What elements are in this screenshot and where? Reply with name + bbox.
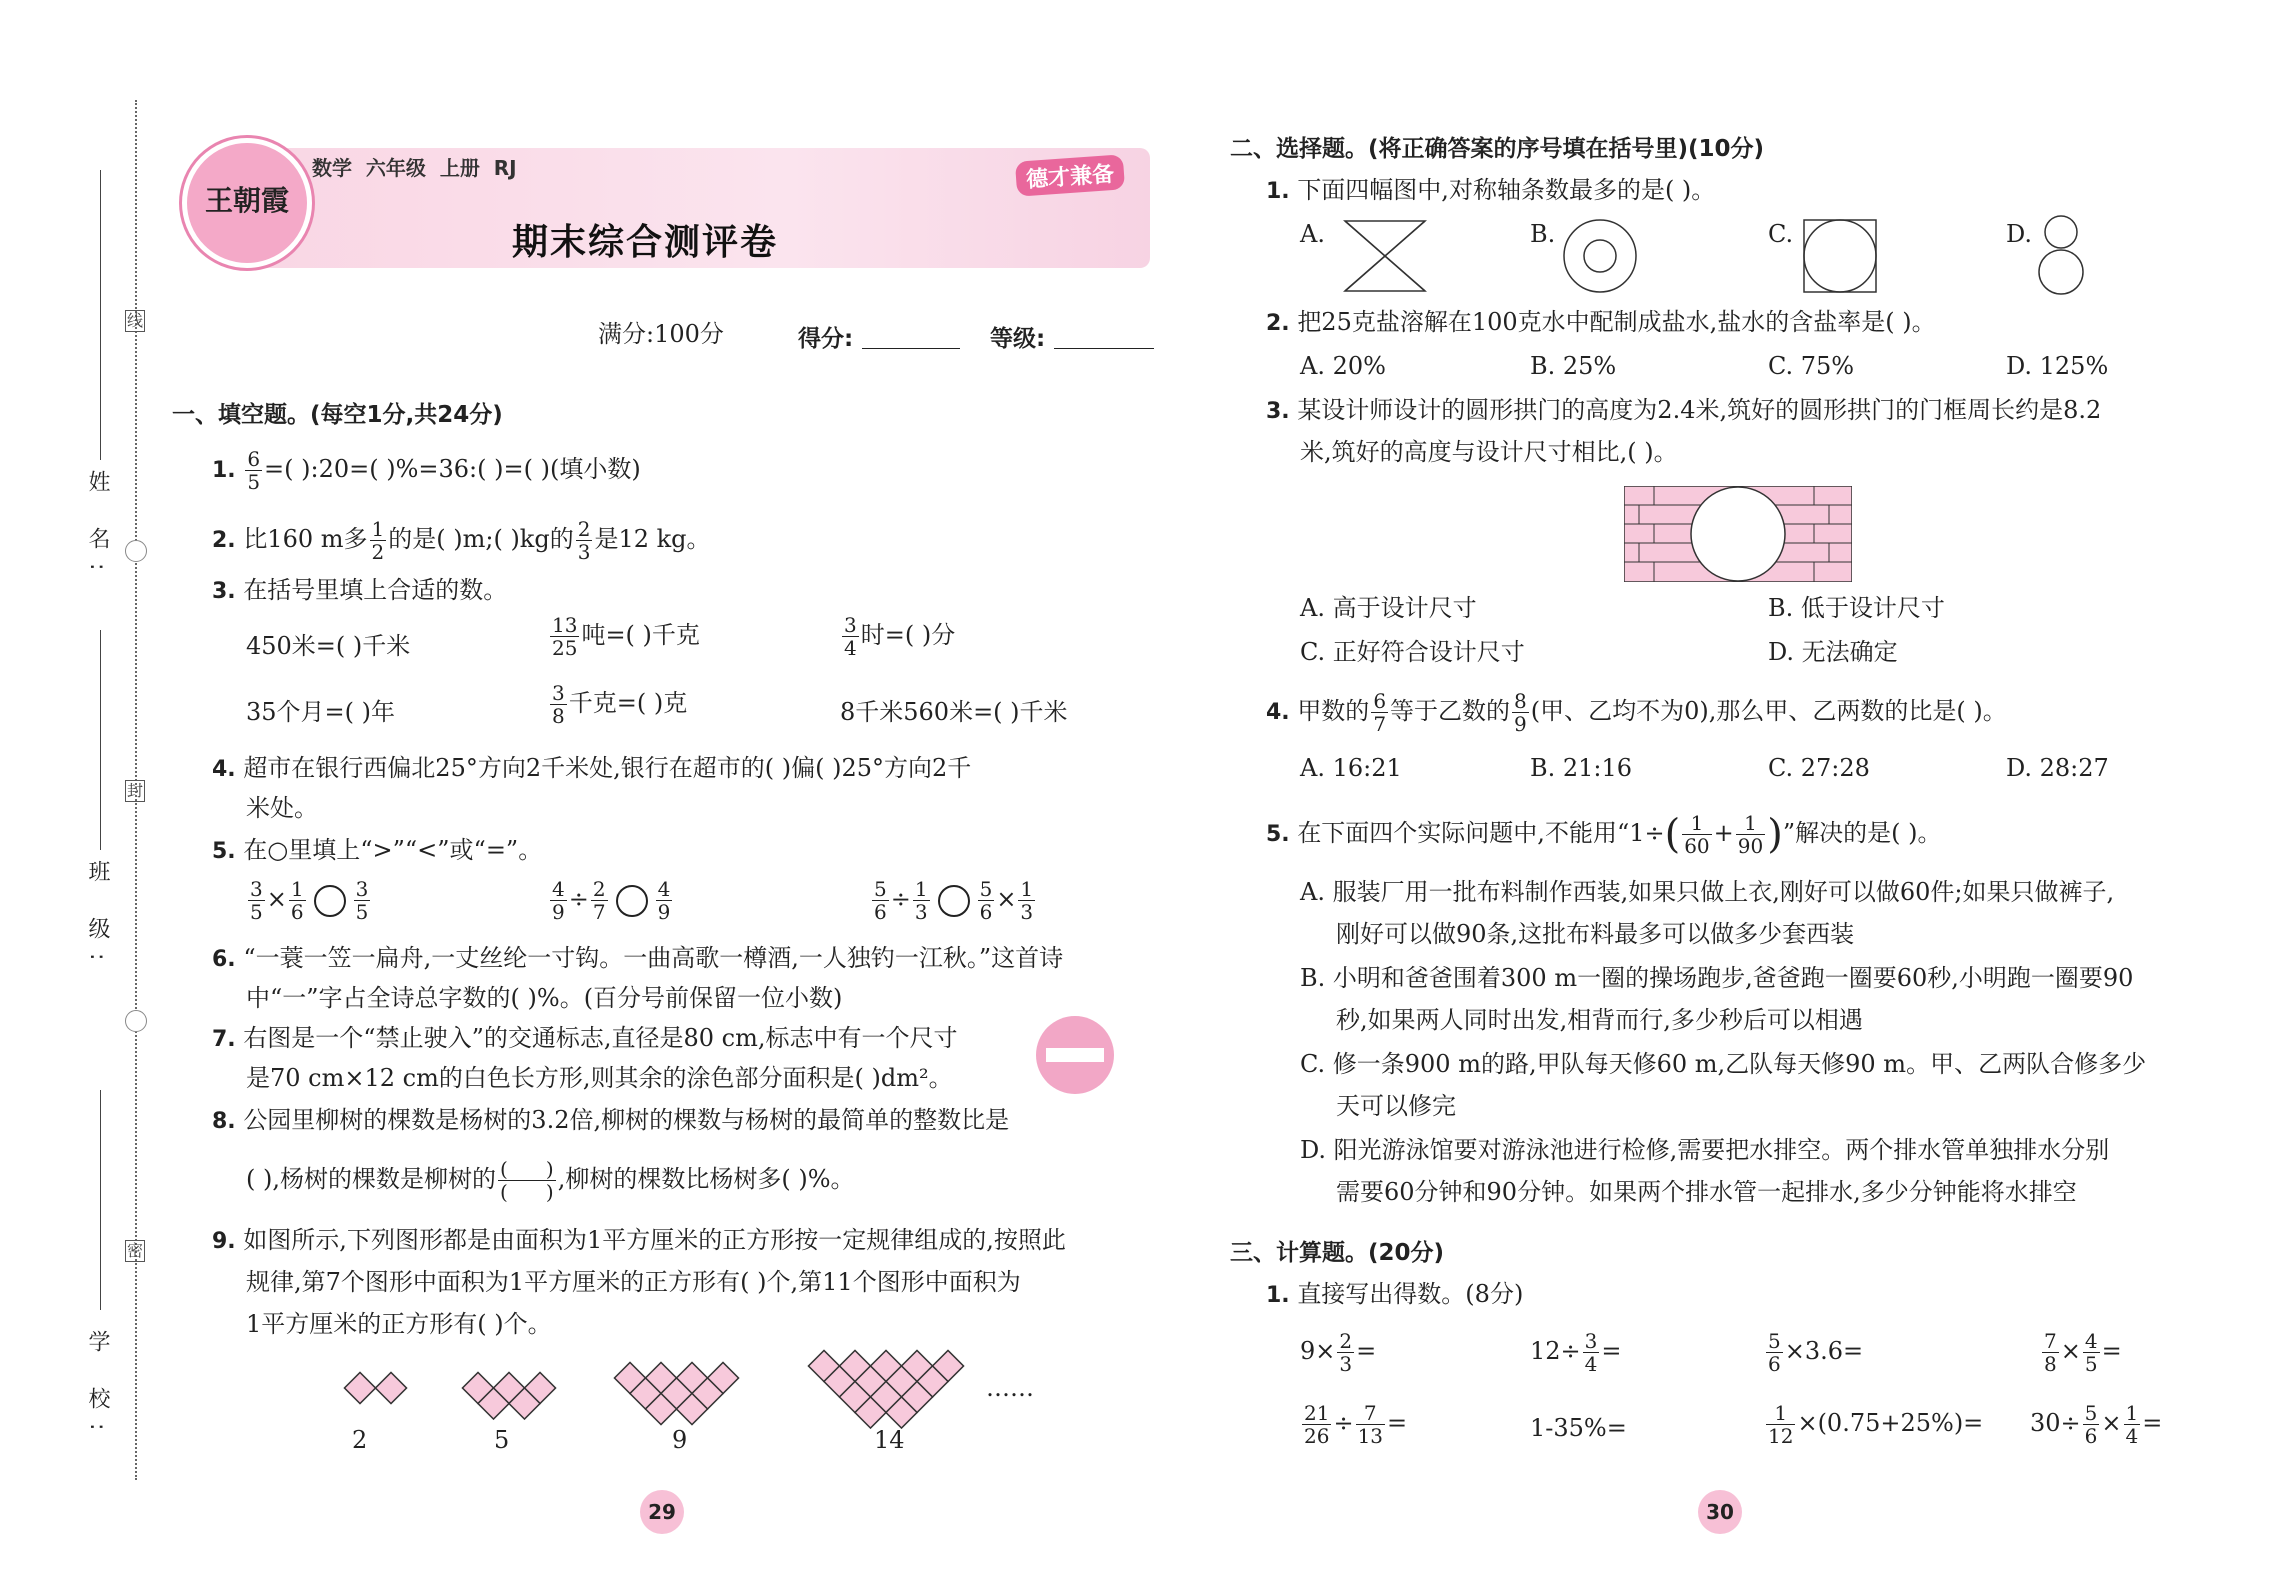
brand-logo: 王朝霞 — [182, 138, 312, 268]
q3-r1-b: $\frac{13}{25}$ 吨=( )千克 — [552, 613, 700, 660]
c5-opt-c-l2: 天可以修完 — [1336, 1092, 1456, 1120]
mark-mi: 密 — [126, 1241, 143, 1260]
badge: 德才兼备 — [1015, 154, 1125, 196]
calc-2: 12÷ $\frac{3}{4}$ = — [1530, 1329, 1622, 1376]
c3-opt-a: A. 高于设计尺寸 — [1300, 594, 1477, 622]
fig-rings — [1560, 216, 1640, 296]
c1-opt-c: C. — [1768, 220, 1794, 248]
pattern-label-2: 5 — [494, 1426, 510, 1454]
c5-opt-a-l2: 刚好可以做90条,这批布料最多可以做多少套西装 — [1336, 920, 1855, 948]
q6: 6. “一蓑一笠一扁舟,一丈丝纶一寸钩。一曲高歌一樽酒,一人独钓一江秋。”这首诗 — [212, 944, 1064, 972]
pattern-label-3: 9 — [672, 1426, 688, 1454]
c2-opt-b: B. 25% — [1530, 352, 1617, 380]
page-number-left: 29 — [640, 1490, 684, 1534]
class-line — [100, 630, 101, 850]
section-2-title: 二、选择题。(将正确答案的序号填在括号里)(10分) — [1230, 136, 1765, 162]
fig-two-circles — [2036, 212, 2086, 298]
c3-opt-c: C. 正好符合设计尺寸 — [1300, 638, 1525, 666]
pattern-9 — [614, 1362, 738, 1424]
c4-opt-a: A. 16:21 — [1300, 754, 1402, 782]
c3-opt-d: D. 无法确定 — [1768, 638, 1898, 666]
q4: 4. 超市在银行西偏北25°方向2千米处,银行在超市的( )偏( )25°方向2千 — [212, 754, 972, 782]
q7-line2: 是70 cm×12 cm的白色长方形,则其余的涂色部分面积是( )dm²。 — [246, 1064, 953, 1092]
no-entry-sign — [1036, 1016, 1114, 1094]
q3-r1-c: $\frac{3}{4}$ 时=( )分 — [844, 613, 956, 660]
c4-opt-d: D. 28:27 — [2006, 754, 2109, 782]
c5-opt-a-l1: A. 服装厂用一批布料制作西装,如果只做上衣,刚好可以做60件;如果只做裤子, — [1300, 878, 2115, 906]
school-line — [100, 1090, 101, 1310]
page-title: 期末综合测评卷 — [512, 222, 779, 263]
c2-opt-d: D. 125% — [2006, 352, 2109, 380]
name-line — [100, 170, 101, 460]
c2-opt-a: A. 20% — [1300, 352, 1386, 380]
q4-line2: 米处。 — [246, 794, 318, 822]
subject-line: 数学 六年级 上册 RJ — [312, 156, 517, 180]
mark-xian: 线 — [126, 311, 143, 330]
grade-field[interactable] — [1054, 348, 1154, 349]
pattern-label-1: 2 — [352, 1426, 368, 1454]
compare-circle[interactable] — [938, 885, 970, 917]
section-1-title: 一、填空题。(每空1分,共24分) — [172, 402, 503, 428]
pattern-ellipsis: …… — [986, 1374, 1034, 1402]
c4: 4. 甲数的 $\frac{6}{7}$ 等于乙数的 $\frac{8}{9}$ (甲、乙均不为0),那么甲、乙两数的比是( )。 — [1266, 689, 2007, 736]
square-pattern-figure — [300, 1340, 1100, 1460]
c2: 2. 把25克盐溶解在100克水中配制成盐水,盐水的含盐率是( )。 — [1266, 308, 1936, 336]
page-number-right: 30 — [1698, 1490, 1742, 1534]
calc-4: $\frac{7}{8}$ × $\frac{4}{5}$ = — [2044, 1329, 2122, 1376]
full-score: 满分:100分 — [598, 320, 724, 348]
section-3-title: 三、计算题。(20分) — [1230, 1240, 1445, 1266]
c3: 3. 某设计师设计的圆形拱门的高度为2.4米,筑好的圆形拱门的门框周长约是8.2 — [1266, 396, 2102, 424]
class-label: 班 级: — [85, 860, 110, 975]
calc-3: $\frac{5}{6}$ ×3.6= — [1768, 1329, 1864, 1376]
q3-r2-b: $\frac{3}{8}$ 千克=( )克 — [552, 681, 688, 728]
pattern-label-4: 14 — [874, 1426, 905, 1454]
c5-opt-b-l2: 秒,如果两人同时出发,相背而行,多少秒后可以相遇 — [1336, 1006, 1863, 1034]
c1: 1. 下面四幅图中,对称轴条数最多的是( )。 — [1266, 176, 1716, 204]
q3-r2-a: 35个月=( )年 — [246, 698, 396, 726]
c1-opt-a: A. — [1300, 220, 1325, 248]
c5-opt-d-l2: 需要60分钟和90分钟。如果两个排水管一起排水,多少分钟能将水排空 — [1336, 1178, 2077, 1206]
pattern-2 — [344, 1372, 406, 1403]
q2: 2. 比160 m多 $\frac{1}{2}$ 的是( )m;( )kg的 $\frac{2}{3}$ 是12 kg。 — [212, 517, 711, 564]
c3-line2: 米,筑好的高度与设计尺寸相比,( )。 — [1300, 438, 1678, 466]
compare-circle[interactable] — [314, 885, 346, 917]
q3-r2-c: 8千米560米=( )千米 — [840, 698, 1068, 726]
binding-hole-2 — [125, 1010, 147, 1032]
q5: 5. 在○里填上“>”“<”或“=”。 — [212, 836, 543, 864]
compare-circle[interactable] — [616, 885, 648, 917]
q5-b: $\frac{4}{9}$ ÷ $\frac{2}{7}$ $\frac{4}{9}$ — [552, 877, 671, 924]
c5: 5. 在下面四个实际问题中,不能用“1÷( $\frac{1}{60}$ + $\frac{1}{90}$ )”解决的是( )。 — [1266, 811, 1942, 858]
q5-c: $\frac{5}{6}$ ÷ $\frac{1}{3}$ $\frac{5}{6}$ × $\frac{1}{3}$ — [874, 877, 1034, 924]
pattern-14 — [808, 1350, 963, 1428]
q8: 8. 公园里柳树的棵数是杨树的3.2倍,柳树的棵数与杨树的最简单的整数比是 — [212, 1106, 1010, 1134]
q9-line2: 规律,第7个图形中面积为1平方厘米的正方形有( )个,第11个图形中面积为 — [246, 1268, 1021, 1296]
calc-6: 1-35%= — [1530, 1414, 1627, 1442]
calc-1: 9× $\frac{2}{3}$ = — [1300, 1329, 1377, 1376]
c1-opt-b: B. — [1530, 220, 1556, 248]
calc-5: $\frac{21}{26}$ ÷ $\frac{7}{13}$ = — [1304, 1401, 1408, 1448]
calc-7: $\frac{1}{12}$ ×(0.75+25%)= — [1768, 1401, 1984, 1448]
c1-opt-d: D. — [2006, 220, 2033, 248]
got-score-label: 得分: — [798, 326, 854, 352]
school-label: 学 校: — [85, 1330, 110, 1445]
q8-line2: ( ),杨树的棵数是柳树的 $\frac{( )}{( )}$ ,柳树的棵数比杨树多( )%。 — [246, 1157, 855, 1204]
c5-opt-c-l1: C. 修一条900 m的路,甲队每天修60 m,乙队每天修90 m。甲、乙两队合修多少 — [1300, 1050, 2147, 1078]
q9: 9. 如图所示,下列图形都是由面积为1平方厘米的正方形按一定规律组成的,按照此 — [212, 1226, 1066, 1254]
q7: 7. 右图是一个“禁止驶入”的交通标志,直径是80 cm,标志中有一个尺寸 — [212, 1024, 958, 1052]
q3-r1-a: 450米=( )千米 — [246, 632, 411, 660]
c5-opt-b-l1: B. 小明和爸爸围着300 m一圈的操场跑步,爸爸跑一圈要60秒,小明跑一圈要90 — [1300, 964, 2134, 992]
brick-arch-figure — [1624, 486, 1852, 582]
q9-line3: 1平方厘米的正方形有( )个。 — [246, 1310, 552, 1338]
fig-square-circle — [1800, 216, 1880, 296]
q1: 1. $\frac{6}{5}$ =( ):20=( )%=36:( )=( )(填小数) — [212, 447, 641, 494]
c4-opt-c: C. 27:28 — [1768, 754, 1870, 782]
q3: 3. 在括号里填上合适的数。 — [212, 576, 508, 604]
q5-a: $\frac{3}{5}$ × $\frac{1}{6}$ $\frac{3}{5}$ — [250, 877, 369, 924]
got-score-field[interactable] — [862, 348, 960, 349]
c5-opt-d-l1: D. 阳光游泳馆要对游泳池进行检修,需要把水排空。两个排水管单独排水分别 — [1300, 1136, 2110, 1164]
pattern-5 — [462, 1372, 555, 1419]
c2-opt-c: C. 75% — [1768, 352, 1855, 380]
k1: 1. 直接写出得数。(8分) — [1266, 1280, 1524, 1308]
c4-opt-b: B. 21:16 — [1530, 754, 1633, 782]
mark-feng: 封 — [126, 781, 143, 800]
c3-opt-b: B. 低于设计尺寸 — [1768, 594, 1945, 622]
grade-label: 等级: — [990, 326, 1046, 352]
binding-hole-1 — [125, 540, 147, 562]
q6-line2: 中“一”字占全诗总字数的( )%。(百分号前保留一位小数) — [246, 984, 843, 1012]
calc-8: 30÷ $\frac{5}{6}$ × $\frac{1}{4}$ = — [2030, 1401, 2163, 1448]
fig-triangles — [1340, 216, 1430, 296]
name-label: 姓 名: — [85, 470, 110, 585]
